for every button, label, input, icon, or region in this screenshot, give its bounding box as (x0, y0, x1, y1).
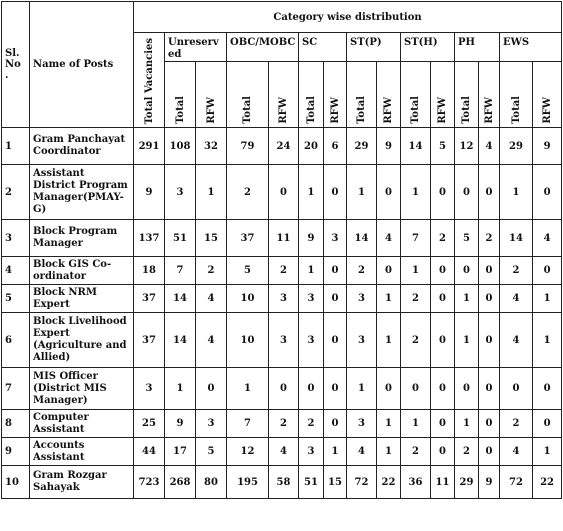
table-row (2, 438, 562, 466)
row-value-cell: 108 (165, 128, 196, 165)
row-value-cell: 4 (196, 285, 227, 313)
row-value-cell: 51 (165, 220, 196, 257)
row-value-cell: 36 (401, 466, 431, 499)
row-value-cell: 2 (269, 410, 299, 438)
row-value-cell: 4 (377, 220, 401, 257)
row-value-cell: 0 (479, 410, 500, 438)
row-value-cell: 7 (165, 257, 196, 285)
row-value-cell: 1 (401, 165, 431, 220)
table-body (2, 128, 562, 499)
row-value-cell: 137 (134, 220, 165, 257)
row-value-cell: 12 (227, 438, 269, 466)
row-value-cell: 2 (299, 410, 324, 438)
row-sl-no: 3 (2, 220, 30, 257)
row-sl-no: 1 (2, 128, 30, 165)
row-value-cell: 0 (431, 257, 455, 285)
row-value-cell: 0 (299, 368, 324, 410)
row-value-cell: 9 (299, 220, 324, 257)
row-value-cell: 0 (377, 368, 401, 410)
row-value-cell: 1 (377, 285, 401, 313)
row-value-cell: 0 (479, 165, 500, 220)
row-value-cell: 3 (165, 165, 196, 220)
row-value-cell: 22 (377, 466, 401, 499)
row-post-name: Accounts Assistant (30, 438, 134, 466)
row-sl-no: 8 (2, 410, 30, 438)
row-value-cell: 3 (269, 313, 299, 368)
group-header-unreserved: Unreserv ed (165, 33, 227, 62)
row-value-cell: 3 (347, 410, 377, 438)
row-value-cell: 2 (431, 220, 455, 257)
row-value-cell: 0 (455, 257, 479, 285)
total-vacancies-header: Total Vacancies (134, 33, 165, 128)
row-value-cell: 0 (479, 285, 500, 313)
row-value-cell: 22 (533, 466, 562, 499)
table-row (2, 128, 562, 165)
row-value-cell: 9 (165, 410, 196, 438)
row-value-cell: 0 (324, 165, 347, 220)
row-value-cell: 15 (324, 466, 347, 499)
row-post-name: Gram Panchayat Coordinator (30, 128, 134, 165)
row-value-cell: 1 (500, 165, 533, 220)
row-value-cell: 2 (401, 313, 431, 368)
row-value-cell: 1 (377, 313, 401, 368)
row-value-cell: 1 (533, 313, 562, 368)
row-value-cell: 0 (401, 368, 431, 410)
row-value-cell: 37 (134, 285, 165, 313)
group-header-sc: SC (299, 33, 347, 62)
row-value-cell: 4 (500, 313, 533, 368)
row-value-cell: 0 (377, 165, 401, 220)
sub-header-total: Total (455, 62, 479, 128)
sub-header-rfw: RFW (377, 62, 401, 128)
row-value-cell: 5 (227, 257, 269, 285)
row-value-cell: 20 (299, 128, 324, 165)
row-value-cell: 5 (196, 438, 227, 466)
row-value-cell: 1 (196, 165, 227, 220)
row-value-cell: 1 (299, 165, 324, 220)
row-value-cell: 195 (227, 466, 269, 499)
row-value-cell: 0 (269, 368, 299, 410)
row-value-cell: 0 (479, 368, 500, 410)
row-value-cell: 2 (479, 220, 500, 257)
row-value-cell: 17 (165, 438, 196, 466)
table-row (2, 220, 562, 257)
row-value-cell: 10 (227, 285, 269, 313)
row-value-cell: 29 (500, 128, 533, 165)
row-value-cell: 72 (347, 466, 377, 499)
row-value-cell: 0 (431, 438, 455, 466)
row-value-cell: 268 (165, 466, 196, 499)
table-row (2, 165, 562, 220)
row-value-cell: 4 (269, 438, 299, 466)
group-header-st-h: ST(H) (401, 33, 455, 62)
sub-header-total: Total (347, 62, 377, 128)
sub-header-total: Total (299, 62, 324, 128)
row-value-cell: 723 (134, 466, 165, 499)
row-value-cell: 1 (227, 368, 269, 410)
row-value-cell: 3 (347, 285, 377, 313)
row-value-cell: 51 (299, 466, 324, 499)
row-value-cell: 1 (401, 257, 431, 285)
row-value-cell: 1 (401, 410, 431, 438)
row-value-cell: 0 (431, 313, 455, 368)
table-row (2, 368, 562, 410)
row-value-cell: 44 (134, 438, 165, 466)
row-value-cell: 14 (347, 220, 377, 257)
posts-category-table (1, 1, 562, 499)
row-sl-no: 10 (2, 466, 30, 499)
row-value-cell: 11 (269, 220, 299, 257)
sub-header-total: Total (500, 62, 533, 128)
header-row-category (2, 2, 562, 33)
row-value-cell: 1 (347, 368, 377, 410)
table-row (2, 410, 562, 438)
row-value-cell: 0 (269, 165, 299, 220)
row-post-name: Block Livelihood Expert (Agriculture and Allied) (30, 313, 134, 368)
row-value-cell: 1 (377, 410, 401, 438)
row-value-cell: 2 (500, 410, 533, 438)
sub-header-rfw: RFW (324, 62, 347, 128)
group-header-st-p: ST(P) (347, 33, 401, 62)
row-value-cell: 14 (500, 220, 533, 257)
row-value-cell: 5 (455, 220, 479, 257)
row-value-cell: 0 (533, 410, 562, 438)
row-value-cell: 80 (196, 466, 227, 499)
row-value-cell: 9 (377, 128, 401, 165)
category-distribution-header: Category wise distribution (134, 2, 562, 33)
row-value-cell: 24 (269, 128, 299, 165)
row-value-cell: 0 (455, 368, 479, 410)
table-row (2, 257, 562, 285)
row-value-cell: 15 (196, 220, 227, 257)
row-value-cell: 4 (196, 313, 227, 368)
row-value-cell: 2 (455, 438, 479, 466)
row-value-cell: 4 (347, 438, 377, 466)
row-value-cell: 3 (269, 285, 299, 313)
row-value-cell: 2 (500, 257, 533, 285)
sub-header-rfw: RFW (479, 62, 500, 128)
row-value-cell: 4 (500, 438, 533, 466)
sub-header-rfw: RFW (269, 62, 299, 128)
sub-header-total: Total (401, 62, 431, 128)
group-header-obc-mobc: OBC/MOBC (227, 33, 299, 62)
table-header (2, 2, 562, 128)
sub-header-total: Total (227, 62, 269, 128)
row-value-cell: 0 (324, 313, 347, 368)
row-value-cell: 0 (479, 257, 500, 285)
row-value-cell: 291 (134, 128, 165, 165)
row-value-cell: 1 (455, 285, 479, 313)
row-value-cell: 0 (431, 368, 455, 410)
row-post-name: Assistant District Program Manager(PMAY-G) (30, 165, 134, 220)
row-value-cell: 0 (533, 368, 562, 410)
row-value-cell: 25 (134, 410, 165, 438)
row-value-cell: 3 (134, 368, 165, 410)
row-value-cell: 7 (401, 220, 431, 257)
sub-header-rfw: RFW (196, 62, 227, 128)
row-post-name: Computer Assistant (30, 410, 134, 438)
row-post-name: Block NRM Expert (30, 285, 134, 313)
sub-header-rfw: RFW (533, 62, 562, 128)
row-value-cell: 29 (347, 128, 377, 165)
row-value-cell: 37 (227, 220, 269, 257)
row-value-cell: 7 (227, 410, 269, 438)
row-value-cell: 1 (324, 438, 347, 466)
row-value-cell: 4 (479, 128, 500, 165)
row-value-cell: 4 (500, 285, 533, 313)
row-value-cell: 1 (533, 285, 562, 313)
row-value-cell: 3 (347, 313, 377, 368)
document-page (1, 1, 562, 499)
row-value-cell: 2 (196, 257, 227, 285)
row-value-cell: 3 (299, 438, 324, 466)
row-value-cell: 9 (479, 466, 500, 499)
row-value-cell: 14 (165, 285, 196, 313)
row-sl-no: 5 (2, 285, 30, 313)
row-value-cell: 1 (299, 257, 324, 285)
group-header-ph: PH (455, 33, 500, 62)
row-value-cell: 4 (533, 220, 562, 257)
row-value-cell: 18 (134, 257, 165, 285)
row-value-cell: 0 (324, 410, 347, 438)
row-value-cell: 1 (455, 313, 479, 368)
row-value-cell: 2 (401, 438, 431, 466)
row-value-cell: 1 (165, 368, 196, 410)
row-value-cell: 32 (196, 128, 227, 165)
row-value-cell: 2 (227, 165, 269, 220)
table-row (2, 466, 562, 499)
row-value-cell: 0 (377, 257, 401, 285)
sub-header-total: Total (165, 62, 196, 128)
row-value-cell: 0 (479, 313, 500, 368)
row-value-cell: 58 (269, 466, 299, 499)
row-value-cell: 2 (347, 257, 377, 285)
row-sl-no: 7 (2, 368, 30, 410)
sl-no-header: Sl. No . (2, 2, 30, 128)
row-value-cell: 0 (431, 285, 455, 313)
row-value-cell: 0 (500, 368, 533, 410)
row-value-cell: 2 (401, 285, 431, 313)
row-value-cell: 10 (227, 313, 269, 368)
row-post-name: Gram Rozgar Sahayak (30, 466, 134, 499)
row-post-name: MIS Officer (District MIS Manager) (30, 368, 134, 410)
table-row (2, 285, 562, 313)
row-value-cell: 0 (324, 257, 347, 285)
row-value-cell: 2 (269, 257, 299, 285)
row-value-cell: 0 (431, 165, 455, 220)
row-value-cell: 11 (431, 466, 455, 499)
row-value-cell: 0 (533, 165, 562, 220)
row-value-cell: 14 (401, 128, 431, 165)
row-value-cell: 29 (455, 466, 479, 499)
row-value-cell: 3 (324, 220, 347, 257)
row-value-cell: 0 (196, 368, 227, 410)
row-value-cell: 3 (299, 285, 324, 313)
row-value-cell: 0 (455, 165, 479, 220)
sub-header-rfw: RFW (431, 62, 455, 128)
row-sl-no: 2 (2, 165, 30, 220)
row-post-name: Block GIS Co-ordinator (30, 257, 134, 285)
row-value-cell: 5 (431, 128, 455, 165)
row-sl-no: 6 (2, 313, 30, 368)
row-value-cell: 14 (165, 313, 196, 368)
row-value-cell: 3 (299, 313, 324, 368)
row-value-cell: 0 (324, 285, 347, 313)
row-value-cell: 37 (134, 313, 165, 368)
row-value-cell: 0 (479, 438, 500, 466)
row-value-cell: 0 (533, 257, 562, 285)
row-sl-no: 9 (2, 438, 30, 466)
group-header-ews: EWS (500, 33, 562, 62)
row-value-cell: 3 (196, 410, 227, 438)
row-value-cell: 6 (324, 128, 347, 165)
row-value-cell: 1 (377, 438, 401, 466)
row-value-cell: 9 (533, 128, 562, 165)
row-value-cell: 72 (500, 466, 533, 499)
row-post-name: Block Program Manager (30, 220, 134, 257)
row-value-cell: 9 (134, 165, 165, 220)
row-sl-no: 4 (2, 257, 30, 285)
row-value-cell: 12 (455, 128, 479, 165)
row-value-cell: 0 (431, 410, 455, 438)
row-value-cell: 1 (533, 438, 562, 466)
row-value-cell: 0 (324, 368, 347, 410)
name-of-posts-header: Name of Posts (30, 2, 134, 128)
row-value-cell: 79 (227, 128, 269, 165)
table-row (2, 313, 562, 368)
row-value-cell: 1 (455, 410, 479, 438)
row-value-cell: 1 (347, 165, 377, 220)
